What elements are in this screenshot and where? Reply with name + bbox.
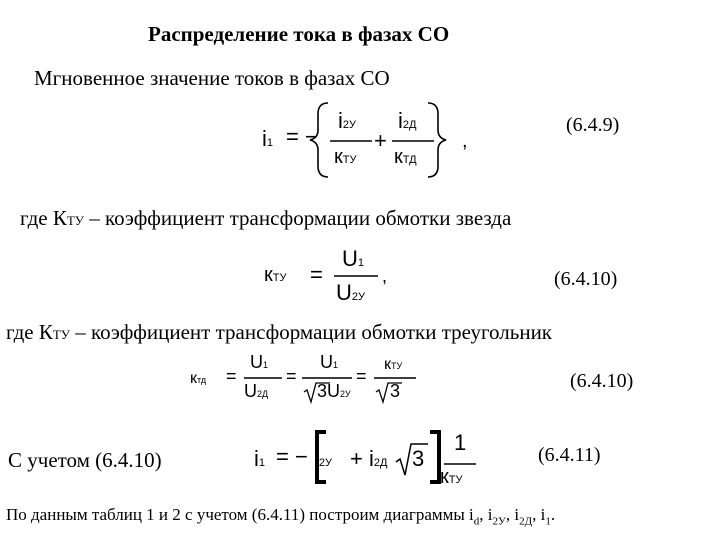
- text-kty-delta: где КТУ – коэффициент трансформации обмотки треугольник: [6, 320, 553, 344]
- eq2-num: U1: [342, 246, 365, 271]
- eq1-equals-minus: = −: [286, 124, 318, 149]
- eq4-lhs: i1: [254, 446, 266, 471]
- eq2-comma: ,: [382, 266, 388, 286]
- eq2-number: (6.4.10): [554, 268, 618, 290]
- eq3-equals-1: =: [226, 366, 237, 386]
- eq3-f1-num: U1: [250, 352, 269, 372]
- eq1-comma: ,: [462, 130, 468, 152]
- eq4-term-a: i2У: [314, 446, 332, 471]
- text-with-account: С учетом (6.4.10): [8, 448, 162, 472]
- eq1-num1: i2У: [338, 108, 356, 133]
- page-title: Распределение тока в фазах СО: [148, 22, 450, 46]
- eq1-plus: +: [374, 128, 387, 153]
- eq4-number: (6.4.11): [538, 444, 601, 466]
- eq3-equals-3: =: [356, 366, 367, 386]
- eq1-number: (6.4.9): [566, 114, 620, 136]
- eq2-den: U2У: [336, 280, 365, 305]
- eq3-equals-2: =: [286, 366, 297, 386]
- eq3-f2-num: U1: [320, 352, 339, 372]
- eq1-num2: i2Д: [398, 108, 417, 133]
- eq3-f3-den: 3: [390, 381, 401, 401]
- eq4-num: 1: [454, 430, 467, 455]
- eq3-number: (6.4.10): [570, 370, 634, 392]
- eq4-term-b: + i2Д: [350, 446, 388, 471]
- eq2-equals: =: [310, 262, 323, 287]
- eq1-lhs: i1: [262, 126, 274, 151]
- subtitle: Мгновенное значение токов в фазах СО: [34, 66, 390, 90]
- eq3-lhs: ктд: [190, 370, 207, 387]
- eq3-f2-den: 3U2У: [317, 381, 351, 401]
- text-kty-star: где КТУ – коэффициент трансформации обмотки звезда: [20, 206, 512, 230]
- eq3-f3-num: кТУ: [384, 356, 403, 373]
- eq4-equals-minus: = −: [276, 444, 308, 469]
- eq4-den: кТУ: [440, 466, 463, 488]
- eq1-den2: кТД: [394, 146, 417, 168]
- eq1-den1: кТУ: [334, 146, 357, 168]
- eq4-root: 3: [412, 446, 425, 471]
- footer-text: По данным таблиц 1 и 2 с учетом (6.4.11) построим диаграммы $i_d$, $i_{2У}$, $i_{2Д}$, $i_1$.: [6, 505, 556, 528]
- eq3-f1-den: U2Д: [244, 381, 269, 401]
- eq2-lhs: кТУ: [264, 264, 287, 286]
